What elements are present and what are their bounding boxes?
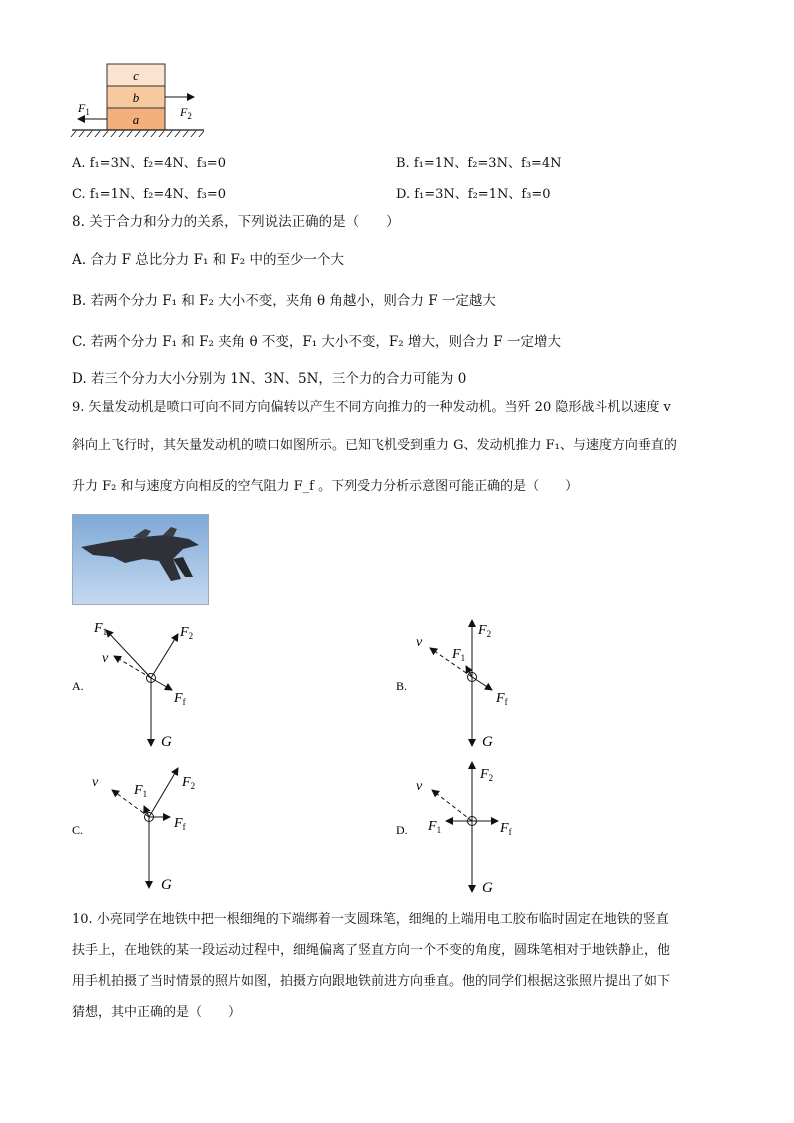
f2-label: $F_2$ xyxy=(180,105,192,121)
diagram-c[interactable] xyxy=(72,768,195,893)
force-diagrams-right xyxy=(384,610,584,900)
diagram-b-v-arrow xyxy=(430,648,472,677)
stacked-blocks-diagram xyxy=(66,60,206,140)
diagram-a-f2-label: $F_2$ xyxy=(180,625,194,641)
diagram-d-v-arrow xyxy=(432,790,472,821)
diagram-d[interactable] xyxy=(396,762,512,896)
diagram-c-letter: C. xyxy=(72,823,84,837)
diagram-d-f2-label: $F_2$ xyxy=(480,767,494,783)
diagram-d-ff-label: $F_f$ xyxy=(500,821,512,837)
diagram-b-v-label: v xyxy=(416,635,423,650)
q9-stem-line-2: 斜向上飞行时，其矢量发动机的喷口如图所示。已知飞机受到重力 G、发动机推力 F₁、与速度方向垂直的 xyxy=(72,438,677,453)
q8-option-c[interactable]: C. 若两个分力 F₁ 和 F₂ 夹角 θ 不变，F₁ 大小不变，F₂ 增大，则合力 F 一定增大 xyxy=(72,334,561,350)
diagram-b-f1-label: $F_1$ xyxy=(452,647,466,663)
diagram-a-f1-arrow xyxy=(106,630,151,678)
diagram-d-letter: D. xyxy=(396,823,408,837)
q7-option-c[interactable]: C. f₁=1N、f₂=4N、f₃=0 xyxy=(72,187,227,202)
diagram-d-f1-label: $F_1$ xyxy=(428,819,442,835)
diagram-a-v-arrow xyxy=(114,656,151,678)
diagram-d-g-label: G xyxy=(482,880,493,896)
fighter-jet-photo xyxy=(72,514,209,605)
diagram-a-ff-label: $F_f$ xyxy=(174,691,186,707)
block-a-label: a xyxy=(132,112,140,127)
diagram-c-f1-label: $F_1$ xyxy=(134,783,148,799)
diagram-a-letter: A. xyxy=(72,679,84,693)
q7-option-a[interactable]: A. f₁=3N、f₂=4N、f₃=0 xyxy=(72,156,226,171)
diagram-d-v-label: v xyxy=(416,779,423,794)
block-b-label: b xyxy=(132,90,140,105)
diagram-a-ff-arrow xyxy=(151,678,172,690)
q9-stem-line-1: 9. 矢量发动机是喷口可向不同方向偏转以产生不同方向推力的一种发动机。当歼 20 隐形战斗机以速度 v xyxy=(72,400,671,415)
ground-hatching xyxy=(71,131,204,137)
diagram-b-ff-label: $F_f$ xyxy=(496,691,508,707)
f1-label: $F_1$ xyxy=(78,101,90,117)
diagram-c-f2-arrow xyxy=(149,768,178,817)
diagram-a[interactable] xyxy=(72,621,193,750)
diagram-b-letter: B. xyxy=(396,679,408,693)
q8-option-d[interactable]: D. 若三个分力大小分别为 1N、3N、5N，三个力的合力可能为 0 xyxy=(72,371,467,387)
diagram-a-v-label: v xyxy=(102,651,109,666)
diagram-b-g-label: G xyxy=(482,734,493,750)
q10-stem-line-2: 扶手上，在地铁的某一段运动过程中，细绳偏离了竖直方向一个不变的角度，圆珠笔相对于地铁静止，他 xyxy=(72,943,671,958)
q10-stem-line-3: 用手机拍摄了当时情景的照片如图，拍摄方向跟地铁前进方向垂直。他的同学们根据这张照片提出了如下 xyxy=(72,974,671,989)
diagram-c-ff-label: $F_f$ xyxy=(174,816,186,832)
diagram-b-ff-arrow xyxy=(472,677,492,690)
q8-option-b[interactable]: B. 若两个分力 F₁ 和 F₂ 大小不变，夹角 θ 角越小，则合力 F 一定越大 xyxy=(72,293,496,309)
diagram-b-f2-label: $F_2$ xyxy=(478,623,492,639)
q10-stem-line-1: 10. 小亮同学在地铁中把一根细绳的下端绑着一支圆珠笔，细绳的上端用电工胶布临时固定在地铁的竖直 xyxy=(72,912,669,927)
diagram-c-f2-label: $F_2$ xyxy=(182,775,196,791)
q10-stem-line-4: 猜想，其中正确的是（ ） xyxy=(72,1005,242,1020)
diagram-a-f2-arrow xyxy=(151,634,178,678)
diagram-c-g-label: G xyxy=(161,877,172,893)
diagram-a-g-label: G xyxy=(161,734,172,750)
block-c-label: c xyxy=(133,68,139,83)
q8-option-a[interactable]: A. 合力 F 总比分力 F₁ 和 F₂ 中的至少一个大 xyxy=(72,252,345,268)
q7-option-b[interactable]: B. f₁=1N、f₂=3N、f₃=4N xyxy=(396,156,562,171)
fighter-jet-image xyxy=(73,515,208,604)
diagram-c-v-label: v xyxy=(92,775,99,790)
q9-stem-line-3: 升力 F₂ 和与速度方向相反的空气阻力 F_f 。下列受力分析示意图可能正确的是（ ） xyxy=(72,479,579,494)
q8-stem: 8. 关于合力和分力的关系，下列说法正确的是（ ） xyxy=(72,214,400,230)
diagram-a-f1-label: $F_1$ xyxy=(94,621,108,637)
diagram-b[interactable] xyxy=(396,620,508,750)
q7-option-d[interactable]: D. f₁=3N、f₂=1N、f₃=0 xyxy=(396,187,551,202)
